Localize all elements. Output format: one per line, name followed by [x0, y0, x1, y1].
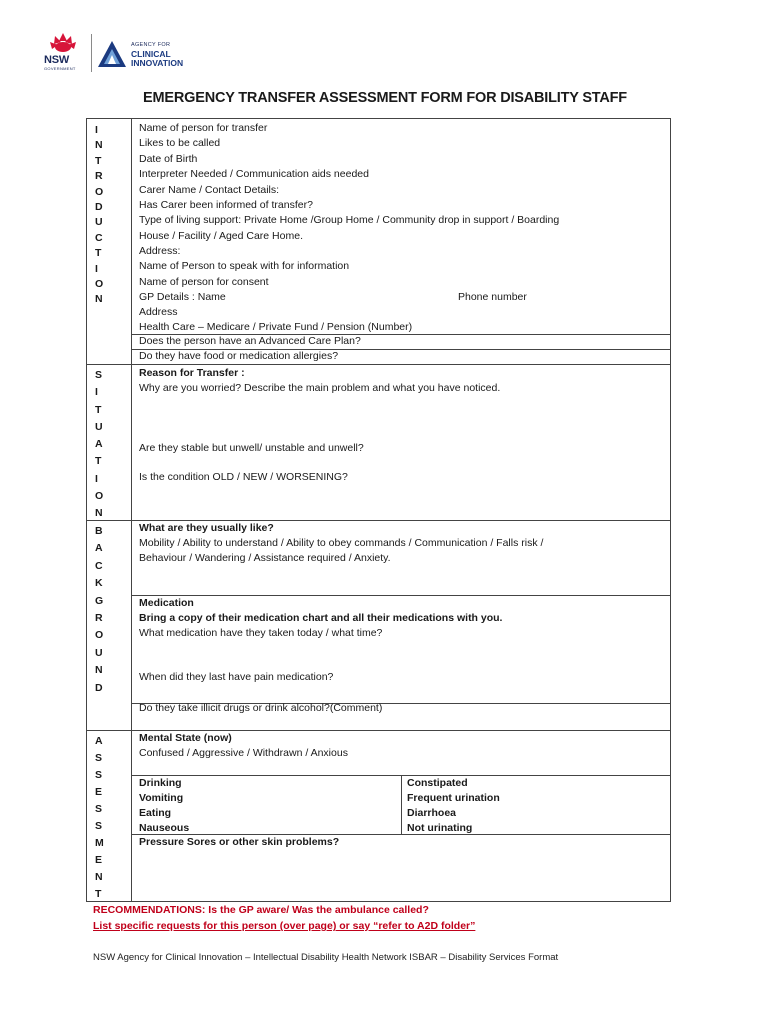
situation-letter: A — [95, 438, 103, 451]
situation-question-worried: Why are you worried? Describe the main problem and what you have noticed. — [139, 382, 501, 394]
aci-triangle-icon — [97, 40, 127, 68]
symptom-constipated: Constipated — [407, 777, 468, 789]
aci-text-line1: AGENCY FOR — [131, 42, 171, 48]
background-letter: O — [95, 629, 104, 642]
intro-field-living-support-cont: House / Facility / Aged Care Home. — [139, 230, 303, 242]
intro-field-allergies: Do they have food or medication allergies? — [139, 350, 339, 362]
intro-letter: U — [95, 216, 103, 229]
background-letter: G — [95, 594, 104, 607]
nsw-government-wordmark: GOVERNMENT — [44, 66, 76, 71]
pressure-sores-question: Pressure Sores or other skin problems? — [139, 836, 340, 848]
situation-question-stable: Are they stable but unwell/ unstable and unwell? — [139, 442, 364, 454]
intro-letter: O — [95, 185, 104, 198]
medication-instruction: Bring a copy of their medication chart and all their medications with you. — [139, 612, 503, 624]
usual-state-heading: What are they usually like? — [139, 522, 274, 534]
intro-field-likes-called: Likes to be called — [139, 137, 221, 149]
intro-field-info-contact: Name of Person to speak with for information — [139, 260, 350, 272]
situation-letter: I — [95, 472, 98, 485]
medication-question-pain: When did they last have pain medication? — [139, 671, 334, 683]
assessment-label — [86, 730, 132, 902]
background-letter: C — [95, 559, 103, 572]
nsw-government-logo — [40, 32, 86, 74]
intro-letter: N — [95, 139, 103, 152]
background-letter: N — [95, 664, 103, 677]
situation-letter: N — [95, 507, 103, 520]
situation-letter: T — [95, 455, 102, 468]
background-letter: D — [95, 681, 103, 694]
medication-heading: Medication — [139, 597, 194, 609]
aci-text-line3: INNOVATION — [131, 58, 184, 68]
background-letter: B — [95, 525, 103, 537]
intro-letter: T — [95, 154, 102, 167]
mental-state-options: Confused / Aggressive / Withdrawn / Anxious — [139, 747, 348, 759]
assessment-form — [86, 118, 671, 902]
intro-letter: T — [95, 247, 102, 260]
situation-label — [86, 364, 132, 521]
symptom-frequent-urination: Frequent urination — [407, 792, 500, 804]
assessment-letter: E — [95, 854, 103, 866]
situation-letter: O — [95, 490, 104, 503]
background-letter: A — [95, 542, 103, 555]
background-letter: U — [95, 646, 103, 659]
situation-letter: S — [95, 369, 103, 381]
specific-requests-line: List specific requests for this person (over page) or say “refer to A2D folder” — [93, 920, 476, 932]
intro-letter: N — [95, 293, 103, 306]
intro-letter: I — [95, 124, 98, 136]
situation-question-condition: Is the condition OLD / NEW / WORSENING? — [139, 471, 348, 483]
mental-state-heading: Mental State (now) — [139, 732, 232, 744]
situation-letter: I — [95, 386, 98, 399]
symptom-nauseous: Nauseous — [139, 822, 190, 834]
background-letter: R — [95, 612, 103, 625]
assessment-letter: M — [95, 837, 104, 849]
assessment-letter: S — [95, 752, 103, 764]
assessment-letter: T — [95, 888, 102, 900]
intro-field-carer: Carer Name / Contact Details: — [139, 184, 280, 196]
waratah-icon — [46, 32, 80, 54]
symptom-eating: Eating — [139, 807, 172, 819]
assessment-letter: S — [95, 803, 103, 815]
usual-state-line1: Mobility / Ability to understand / Ability to obey commands / Communication / Falls risk / — [139, 537, 544, 549]
symptom-not-urinating: Not urinating — [407, 822, 473, 834]
situation-letter: T — [95, 403, 102, 416]
header-logos — [40, 32, 240, 74]
intro-field-health-care: Health Care – Medicare / Private Fund / Pension (Number) — [139, 321, 413, 333]
intro-field-address: Address: — [139, 245, 181, 257]
intro-letter: I — [95, 262, 98, 275]
background-label — [86, 520, 132, 731]
symptom-drinking: Drinking — [139, 777, 182, 789]
intro-letter: R — [95, 170, 103, 183]
assessment-letter: E — [95, 786, 103, 798]
aci-text-line2: CLINICAL — [131, 49, 171, 59]
medication-question-today: What medication have they taken today / what time? — [139, 627, 383, 639]
page-footer: NSW Agency for Clinical Innovation – Intellectual Disability Health Network ISBAR – Disability Services Format — [93, 952, 559, 963]
intro-field-name: Name of person for transfer — [139, 122, 268, 134]
symptom-vomiting: Vomiting — [139, 792, 184, 804]
intro-field-advanced-care: Does the person have an Advanced Care Plan? — [139, 335, 361, 347]
usual-state-line2: Behaviour / Wandering / Assistance required / Anxiety. — [139, 552, 391, 564]
drugs-question: Do they take illicit drugs or drink alcohol?(Comment) — [139, 702, 383, 714]
situation-letter: U — [95, 420, 103, 433]
intro-field-gp-phone: Phone number — [458, 291, 527, 303]
situation-heading: Reason for Transfer : — [139, 367, 245, 379]
assessment-letter: S — [95, 769, 103, 781]
intro-field-carer-informed: Has Carer been informed of transfer? — [139, 199, 313, 211]
assessment-letter: A — [95, 735, 103, 747]
background-letter: K — [95, 577, 103, 590]
aci-logo — [97, 40, 237, 70]
intro-field-gp-address: Address — [139, 306, 178, 318]
intro-field-consent: Name of person for consent — [139, 276, 269, 288]
logo-divider — [91, 34, 92, 72]
symptom-diarrhoea: Diarrhoea — [407, 807, 457, 819]
intro-field-living-support: Type of living support: Private Home /Group Home / Community drop in support / Boarding — [139, 214, 560, 226]
intro-letter: O — [95, 278, 104, 291]
form-title: EMERGENCY TRANSFER ASSESSMENT FORM FOR DISABILITY STAFF — [143, 90, 627, 106]
assessment-letter: S — [95, 820, 103, 832]
intro-field-dob: Date of Birth — [139, 153, 198, 165]
intro-field-interpreter: Interpreter Needed / Communication aids needed — [139, 168, 369, 180]
intro-field-gp-name: GP Details : Name — [139, 291, 226, 303]
intro-letter: D — [95, 201, 103, 214]
recommendations-line: RECOMMENDATIONS: Is the GP aware/ Was the ambulance called? — [93, 904, 429, 916]
introduction-label — [86, 118, 132, 365]
intro-letter: C — [95, 231, 103, 244]
nsw-wordmark: NSW — [44, 54, 70, 66]
assessment-letter: N — [95, 871, 103, 883]
